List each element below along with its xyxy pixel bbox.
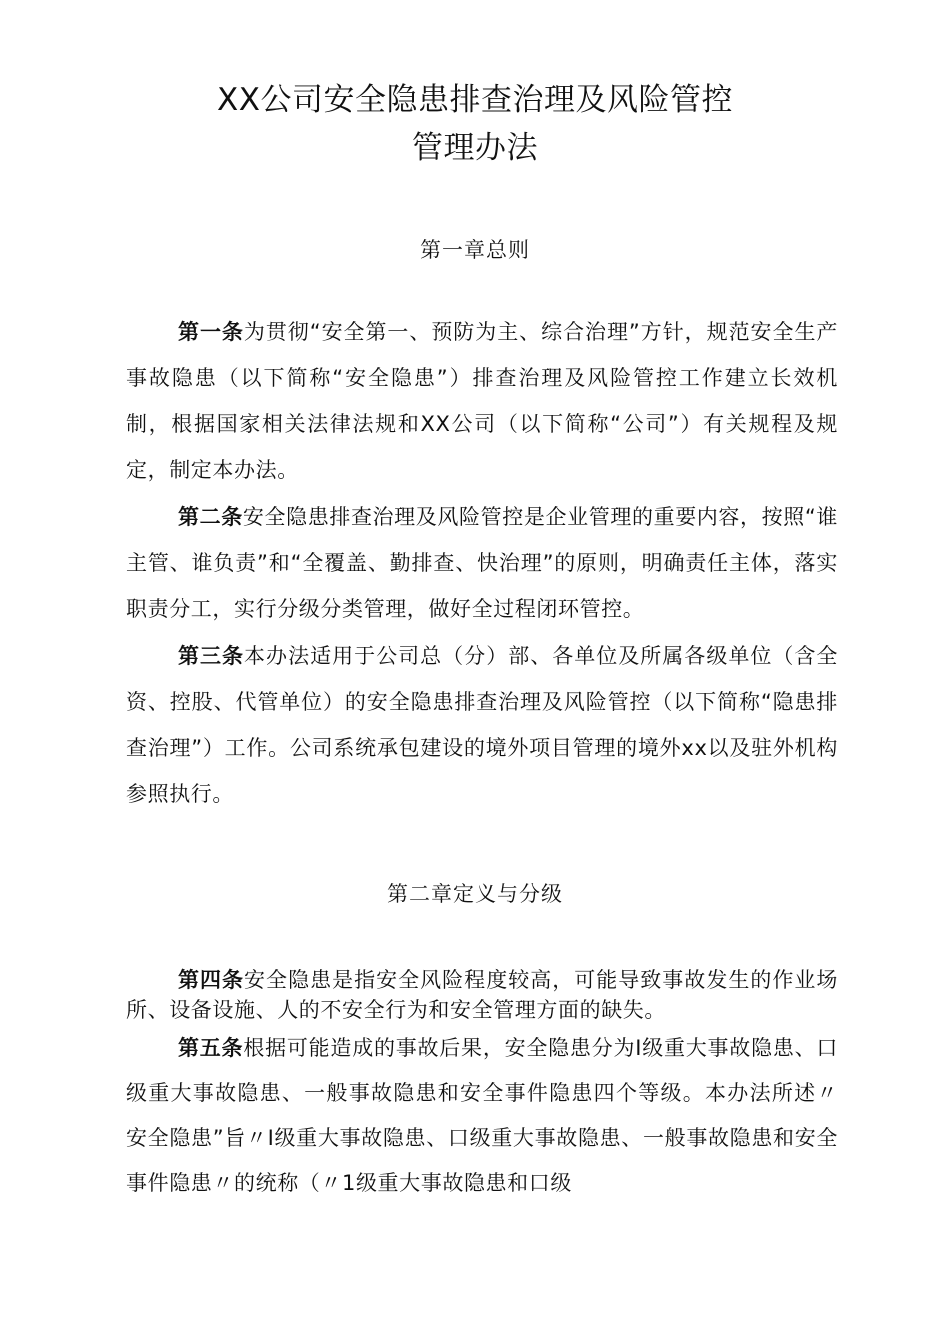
chapter-2-heading: 第二章定义与分级: [387, 882, 563, 906]
article-5-text: 根据可能造成的事故后果，安全隐患分为I级重大事故隐患、口级重大事故隐患、一般事故隐患和安全事件隐患四个等级。本办法所述〃安全隐患”旨〃I级重大事故隐患、口级重大事故隐患、一般事故隐患和安全事件隐患〃的统称（〃1级重大事故隐患和口级: [126, 1036, 838, 1195]
article-1-text: 为贯彻“安全第一、预防为主、综合治理”方针，规范安全生产事故隐患（以下简称“安全隐患”）排查治理及风险管控工作建立长效机制，根据国家相关法律法规和XX公司（以下简称“公司”）有关规程及规定，制定本办法。: [126, 320, 838, 482]
article-4: [126, 965, 838, 1025]
article-2-label: 第二条: [178, 505, 243, 529]
document-title-line-1: XX公司安全隐患排查治理及风险管控: [217, 82, 733, 118]
article-4-label: 第四条: [178, 968, 245, 992]
article-1: [126, 309, 838, 493]
article-4-text: 安全隐患是指安全风险程度较高，可能导致事故发生的作业场所、设备设施、人的不安全行为和安全管理方面的缺失。: [126, 968, 838, 1022]
article-1-label: 第一条: [178, 320, 244, 344]
document-title-line-2: 管理办法: [412, 130, 538, 166]
article-2-text: 安全隐患排查治理及风险管控是企业管理的重要内容，按照“谁主管、谁负责”和“全覆盖、勤排查、快治理”的原则，明确责任主体，落实职责分工，实行分级分类管理，做好全过程闭环管控。: [126, 505, 838, 621]
chapter-1-heading: 第一章总则: [420, 238, 530, 262]
article-2: [126, 494, 838, 632]
article-3-label: 第三条: [178, 644, 245, 668]
article-3-text: 本办法适用于公司总（分）部、各单位及所属各级单位（含全资、控股、代管单位）的安全隐患排查治理及风险管控（以下简称“隐患排查治理”）工作。公司系统承包建设的境外项目管理的境外xx以及驻外机构参照执行。: [126, 644, 838, 806]
article-3: [126, 633, 838, 817]
article-5: [126, 1026, 838, 1206]
article-5-label: 第五条: [178, 1036, 244, 1060]
